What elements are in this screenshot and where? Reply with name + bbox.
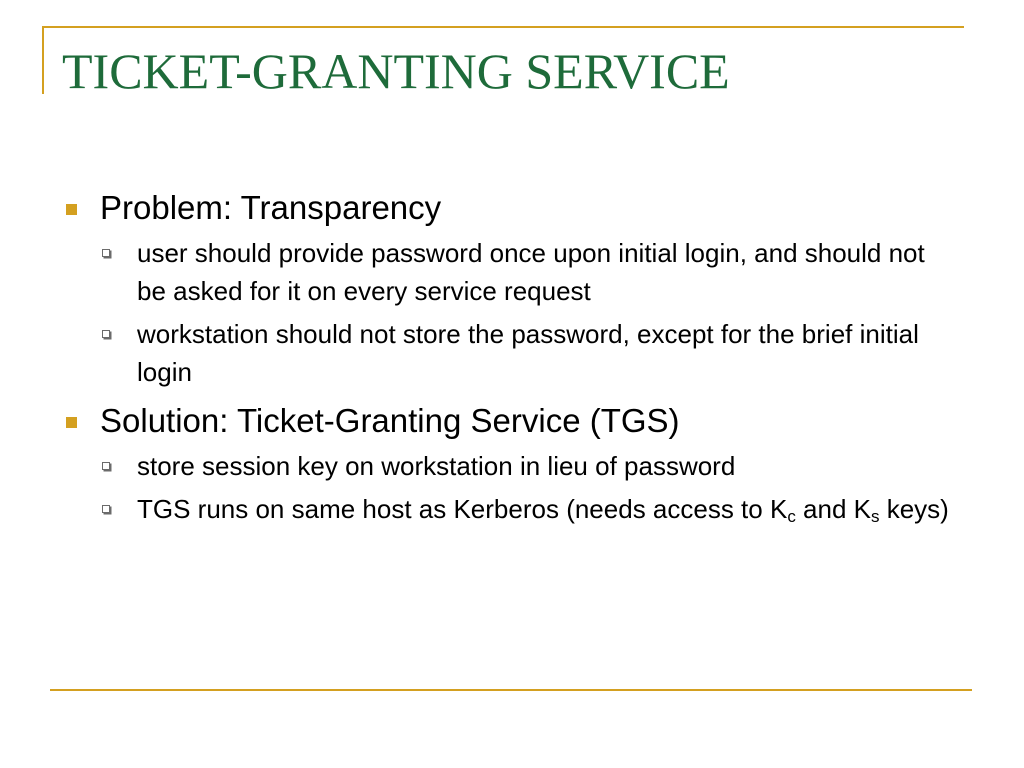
slide-title: TICKET-GRANTING SERVICE [62,43,730,99]
bullet-solution [60,399,960,443]
subpoint-password-once [60,234,960,310]
slide-content [60,186,960,536]
problem-subpoints [60,234,960,391]
square-bullet-icon [66,417,77,428]
subpoint-workstation-storage-text: workstation should not store the password, except for the brief initial login [137,319,919,387]
subpoint-session-key-text: store session key on workstation in lieu of password [137,451,736,481]
top-accent-line [42,26,964,28]
bullet-problem [60,186,960,230]
subpoint-tgs-host-text: TGS runs on same host as Kerberos (needs access to $K_c$ and $K_s$ keys) [137,494,949,526]
bullet-solution-text: Solution: Ticket-Granting Service (TGS) [100,402,680,439]
hollow-square-bullet-icon [102,249,110,257]
solution-subpoints [60,447,960,528]
hollow-square-bullet-icon [102,330,110,338]
subpoint-workstation-storage [60,315,960,391]
subpoint-tgs-host [60,490,960,528]
hollow-square-bullet-icon [102,505,110,513]
bullet-problem-text: Problem: Transparency [100,189,442,226]
left-accent-line [42,26,44,94]
hollow-square-bullet-icon [102,462,110,470]
square-bullet-icon [66,204,77,215]
subpoint-password-once-text: user should provide password once upon initial login, and should not be asked for it on every service request [137,238,925,306]
bottom-accent-line [50,689,972,691]
subpoint-session-key [60,447,960,485]
